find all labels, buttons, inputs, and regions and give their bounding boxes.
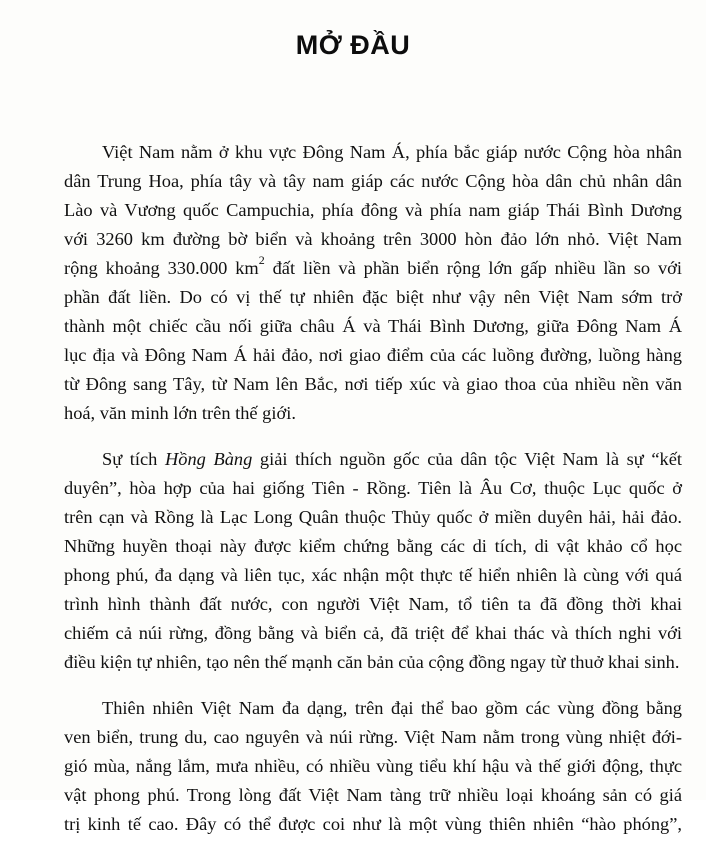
text-fragment: giải thích nguồn gốc của dân tộc Việt Nam là sự “kết	[252, 449, 683, 469]
text-line: Thiên nhiên Việt Nam đa dạng, trên đại thể bao gồm các vùng đồng bằng	[102, 698, 682, 718]
text-line: với 3260 km đường bờ biển và khoảng trên 3000 hòn đảo lớn nhỏ. Việt Nam	[64, 229, 682, 249]
text-line: từ Đông sang Tây, từ Nam lên Bắc, nơi tiếp xúc và giao thoa của nhiều nền văn	[64, 374, 682, 394]
text-line: phong phú, đa dạng và liên tục, xác nhận một thực tế hiển nhiên là cùng với quá	[64, 565, 682, 585]
chapter-title: MỞ ĐẦU	[295, 30, 411, 60]
text-line: ven biển, trung du, cao nguyên và núi rừng. Việt Nam nằm trong vùng nhiệt đới-	[64, 727, 682, 747]
text-line: trị kinh tế cao. Đây có thể được coi như là một vùng thiên nhiên “hào phóng”,	[64, 814, 682, 834]
text-line: gió mùa, nắng lắm, mưa nhiều, có nhiều vùng tiểu khí hậu và thế giới động, thực	[64, 756, 682, 776]
text-line: vật phong phú. Trong lòng đất Việt Nam tàng trữ nhiều loại khoáng sản có giá	[64, 785, 682, 805]
text-line: lục địa và Đông Nam Á hải đảo, nơi giao điểm của các luồng đường, luồng hàng	[64, 345, 682, 365]
text-line: dân Trung Hoa, phía tây và tây nam giáp các nước Cộng hòa dân chủ nhân dân	[64, 171, 682, 191]
paragraph-1	[64, 138, 682, 428]
text-fragment: rộng khoảng 330.000 km	[64, 258, 259, 278]
text-line: điều kiện tự nhiên, tạo nên thế mạnh căn bản của cộng đồng ngay từ thuở khai sinh.	[64, 652, 680, 672]
text-fragment: đất liền và phần biển rộng lớn gấp nhiều lần so với	[272, 258, 682, 278]
text-line: chiếm cả núi rừng, đồng bằng và biển cả, đã triệt để khai thác và thích nghi với	[64, 623, 682, 643]
paragraph-2	[64, 445, 682, 677]
text-fragment: Sự tích	[102, 449, 165, 469]
text-line: Những huyền thoại này được kiểm chứng bằng các di tích, di vật khảo cổ học	[64, 536, 682, 556]
text-line: thành một chiếc cầu nối giữa châu Á và Thái Bình Dương, giữa Đông Nam Á	[64, 316, 682, 336]
text-line: Việt Nam nằm ở khu vực Đông Nam Á, phía bắc giáp nước Cộng hòa nhân	[102, 142, 682, 162]
text-line: trên cạn và Rồng là Lạc Long Quân thuộc Thủy quốc ở miền duyên hải, hải đảo.	[64, 507, 682, 527]
text-line: duyên”, hòa hợp của hai giống Tiên - Rồng. Tiên là Âu Cơ, thuộc Lục quốc ở	[64, 478, 682, 498]
text-line: hoá, văn minh lớn trên thế giới.	[64, 403, 296, 423]
paragraph-3	[64, 694, 682, 839]
superscript: 2	[258, 252, 265, 267]
text-line: trình hình thành đất nước, con người Việt Nam, tổ tiên ta đã đồng thời khai	[64, 594, 682, 614]
text-line: phần đất liền. Do có vị thế tự nhiên đặc biệt như vậy nên Việt Nam sớm trở	[64, 287, 682, 307]
italic-title: Hồng Bàng	[165, 449, 253, 469]
text-line-with-italic	[64, 445, 682, 474]
body-text	[64, 138, 682, 856]
text-line-with-superscript	[64, 254, 682, 283]
text-line: Lào và Vương quốc Campuchia, phía đông và phía nam giáp Thái Bình Dương	[64, 200, 682, 220]
